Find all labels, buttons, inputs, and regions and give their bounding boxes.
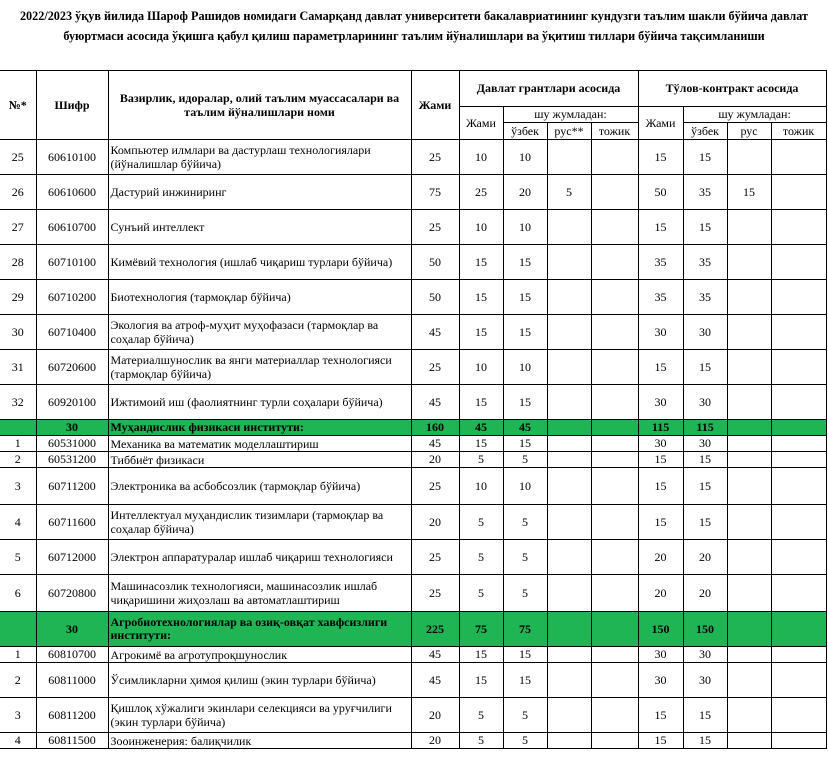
row-contract-tj bbox=[771, 575, 826, 612]
row-name: Сунъий интеллект bbox=[108, 210, 411, 245]
row-contract-ru bbox=[727, 315, 771, 350]
row-name: Агрокимё ва агротупроқшунослик bbox=[108, 647, 411, 663]
row-name: Материалшунослик ва янги материаллар технологияси (тармоқлар бўйича) bbox=[108, 350, 411, 385]
row-contract-tj bbox=[771, 210, 826, 245]
row-name: Механика ва математик моделлаштириш bbox=[108, 436, 411, 452]
row-grant-tj bbox=[591, 663, 638, 698]
row-grant-uz: 20 bbox=[503, 175, 547, 210]
row-code: 60712000 bbox=[36, 540, 108, 575]
row-code: 60610700 bbox=[36, 210, 108, 245]
row-grant-total: 5 bbox=[459, 575, 503, 612]
row-grant-total: 45 bbox=[459, 420, 503, 436]
row-contract-ru bbox=[727, 140, 771, 175]
row-contract-tj bbox=[771, 436, 826, 452]
row-code: 60610100 bbox=[36, 140, 108, 175]
row-contract-uz: 20 bbox=[683, 575, 727, 612]
row-grant-ru bbox=[547, 468, 591, 505]
row-grant-tj bbox=[591, 175, 638, 210]
row-total: 45 bbox=[411, 315, 459, 350]
row-grant-ru bbox=[547, 420, 591, 436]
row-grant-tj bbox=[591, 612, 638, 647]
row-grant-tj bbox=[591, 575, 638, 612]
row-name: Тиббиёт физикаси bbox=[108, 452, 411, 468]
row-contract-tj bbox=[771, 647, 826, 663]
row-grant-ru bbox=[547, 140, 591, 175]
row-contract-tj bbox=[771, 663, 826, 698]
row-grant-tj bbox=[591, 436, 638, 452]
row-contract-total: 35 bbox=[638, 280, 683, 315]
row-contract-uz: 35 bbox=[683, 280, 727, 315]
row-name: Зооинженерия: балиқчилик bbox=[108, 733, 411, 749]
row-grant-uz: 10 bbox=[503, 210, 547, 245]
row-contract-ru bbox=[727, 505, 771, 540]
table-row bbox=[0, 698, 826, 733]
row-grant-uz: 15 bbox=[503, 385, 547, 420]
table-row bbox=[0, 505, 826, 540]
row-contract-ru bbox=[727, 245, 771, 280]
row-contract-ru bbox=[727, 210, 771, 245]
row-grant-ru: 5 bbox=[547, 175, 591, 210]
row-grant-ru bbox=[547, 350, 591, 385]
row-contract-ru bbox=[727, 452, 771, 468]
table-row bbox=[0, 468, 826, 505]
row-contract-uz: 15 bbox=[683, 505, 727, 540]
row-contract-tj bbox=[771, 280, 826, 315]
row-num: 25 bbox=[0, 140, 36, 175]
row-contract-uz: 115 bbox=[683, 420, 727, 436]
row-contract-ru bbox=[727, 540, 771, 575]
row-contract-total: 15 bbox=[638, 468, 683, 505]
header-grant-uz: ўзбек bbox=[503, 123, 547, 140]
row-total: 20 bbox=[411, 452, 459, 468]
row-contract-uz: 30 bbox=[683, 385, 727, 420]
row-contract-total: 150 bbox=[638, 612, 683, 647]
row-total: 50 bbox=[411, 245, 459, 280]
row-total: 25 bbox=[411, 350, 459, 385]
row-code: 60811200 bbox=[36, 698, 108, 733]
header-code: Шифр bbox=[36, 71, 108, 140]
header-contract-tj: тожик bbox=[771, 123, 826, 140]
row-num: 3 bbox=[0, 698, 36, 733]
row-contract-ru bbox=[727, 612, 771, 647]
row-grant-ru bbox=[547, 540, 591, 575]
row-grant-uz: 10 bbox=[503, 350, 547, 385]
row-contract-tj bbox=[771, 385, 826, 420]
row-grant-uz: 45 bbox=[503, 420, 547, 436]
header-num: №* bbox=[0, 71, 36, 140]
row-contract-ru bbox=[727, 280, 771, 315]
row-total: 75 bbox=[411, 175, 459, 210]
row-grant-total: 75 bbox=[459, 612, 503, 647]
header-total: Жами bbox=[411, 71, 459, 140]
row-grant-ru bbox=[547, 385, 591, 420]
table-row bbox=[0, 140, 826, 175]
row-code: 60610600 bbox=[36, 175, 108, 210]
row-name: Компьютер илмлари ва дастурлаш технологиялари (йўналишлар бўйича) bbox=[108, 140, 411, 175]
table-row bbox=[0, 540, 826, 575]
row-grant-tj bbox=[591, 245, 638, 280]
row-contract-tj bbox=[771, 420, 826, 436]
row-grant-uz: 15 bbox=[503, 647, 547, 663]
row-grant-total: 15 bbox=[459, 663, 503, 698]
row-contract-ru bbox=[727, 647, 771, 663]
row-grant-uz: 5 bbox=[503, 575, 547, 612]
row-num: 27 bbox=[0, 210, 36, 245]
row-grant-ru bbox=[547, 452, 591, 468]
row-num: 2 bbox=[0, 663, 36, 698]
row-total: 50 bbox=[411, 280, 459, 315]
row-grant-uz: 5 bbox=[503, 698, 547, 733]
row-grant-ru bbox=[547, 280, 591, 315]
row-code: 60710400 bbox=[36, 315, 108, 350]
row-code: 60811000 bbox=[36, 663, 108, 698]
row-name: Ўсимликларни ҳимоя қилиш (экин турлари бўйича) bbox=[108, 663, 411, 698]
row-code: 30 bbox=[36, 420, 108, 436]
row-grant-total: 5 bbox=[459, 540, 503, 575]
group-row bbox=[0, 420, 826, 436]
row-contract-uz: 15 bbox=[683, 468, 727, 505]
row-grant-tj bbox=[591, 452, 638, 468]
row-contract-tj bbox=[771, 540, 826, 575]
row-contract-total: 30 bbox=[638, 647, 683, 663]
row-contract-tj bbox=[771, 612, 826, 647]
row-grant-total: 15 bbox=[459, 647, 503, 663]
table-row bbox=[0, 733, 826, 749]
row-name: Муҳандислик физикаси институти: bbox=[108, 420, 411, 436]
row-grant-total: 5 bbox=[459, 452, 503, 468]
row-name: Қишлоқ хўжалиги экинлари селекцияси ва уруғчилиги (экин турлари бўйича) bbox=[108, 698, 411, 733]
row-grant-ru bbox=[547, 575, 591, 612]
row-grant-uz: 15 bbox=[503, 280, 547, 315]
row-grant-ru bbox=[547, 698, 591, 733]
row-contract-tj bbox=[771, 698, 826, 733]
row-total: 45 bbox=[411, 647, 459, 663]
table-row bbox=[0, 175, 826, 210]
row-contract-total: 15 bbox=[638, 452, 683, 468]
row-grant-ru bbox=[547, 436, 591, 452]
header-name: Вазирлик, идоралар, олий таълим муассасалари ва таълим йўналишлари номи bbox=[108, 71, 411, 140]
row-contract-uz: 20 bbox=[683, 540, 727, 575]
row-grant-tj bbox=[591, 385, 638, 420]
row-contract-uz: 150 bbox=[683, 612, 727, 647]
row-grant-ru bbox=[547, 612, 591, 647]
header-grant-tj: тожик bbox=[591, 123, 638, 140]
table-row bbox=[0, 385, 826, 420]
title-line-2: буюртмаси асосида ўқишга қабул қилиш параметрларининг таълим йўналишлари ва ўқитиш тиллари бўйича тақсимланиши bbox=[63, 29, 765, 43]
row-contract-ru: 15 bbox=[727, 175, 771, 210]
admission-table bbox=[0, 70, 827, 749]
row-num: 1 bbox=[0, 647, 36, 663]
row-grant-tj bbox=[591, 698, 638, 733]
row-num: 32 bbox=[0, 385, 36, 420]
row-contract-total: 15 bbox=[638, 698, 683, 733]
row-total: 20 bbox=[411, 733, 459, 749]
title-line-1: 2022/2023 ўқув йилида Шароф Рашидов номидаги Самарқанд давлат университети бакалавриатининг кундузги таълим шакли бўйича давлат bbox=[19, 9, 809, 23]
row-name: Дастурий инжиниринг bbox=[108, 175, 411, 210]
header-contract: Тўлов-контракт асосида bbox=[638, 71, 826, 107]
table-row bbox=[0, 280, 826, 315]
row-contract-tj bbox=[771, 468, 826, 505]
row-grant-uz: 10 bbox=[503, 468, 547, 505]
header-grant-ru: рус** bbox=[547, 123, 591, 140]
row-grant-ru bbox=[547, 505, 591, 540]
row-grant-uz: 10 bbox=[503, 140, 547, 175]
row-num: 30 bbox=[0, 315, 36, 350]
group-row bbox=[0, 612, 826, 647]
row-num bbox=[0, 612, 36, 647]
row-grant-ru bbox=[547, 245, 591, 280]
row-contract-total: 115 bbox=[638, 420, 683, 436]
row-grant-uz: 5 bbox=[503, 733, 547, 749]
row-contract-tj bbox=[771, 733, 826, 749]
header-grant-total: Жами bbox=[459, 107, 503, 140]
row-total: 25 bbox=[411, 540, 459, 575]
row-contract-ru bbox=[727, 733, 771, 749]
row-contract-uz: 30 bbox=[683, 436, 727, 452]
row-grant-total: 25 bbox=[459, 175, 503, 210]
row-name: Биотехнология (тармоқлар бўйича) bbox=[108, 280, 411, 315]
row-grant-total: 15 bbox=[459, 436, 503, 452]
row-contract-uz: 30 bbox=[683, 315, 727, 350]
header-grant: Давлат грантлари асосида bbox=[459, 71, 638, 107]
row-total: 25 bbox=[411, 575, 459, 612]
row-total: 25 bbox=[411, 140, 459, 175]
row-grant-total: 10 bbox=[459, 350, 503, 385]
header-contract-including: шу жумладан: bbox=[683, 107, 826, 123]
row-grant-tj bbox=[591, 420, 638, 436]
row-code: 60531200 bbox=[36, 452, 108, 468]
row-grant-uz: 15 bbox=[503, 436, 547, 452]
row-contract-ru bbox=[727, 663, 771, 698]
table-row bbox=[0, 315, 826, 350]
row-grant-ru bbox=[547, 315, 591, 350]
row-contract-ru bbox=[727, 350, 771, 385]
row-contract-total: 50 bbox=[638, 175, 683, 210]
row-contract-ru bbox=[727, 575, 771, 612]
row-name: Интеллектуал муҳандислик тизимлари (тармоқлар ва соҳалар бўйича) bbox=[108, 505, 411, 540]
table-row bbox=[0, 452, 826, 468]
table-row bbox=[0, 647, 826, 663]
row-contract-total: 20 bbox=[638, 540, 683, 575]
row-grant-total: 10 bbox=[459, 210, 503, 245]
row-num: 5 bbox=[0, 540, 36, 575]
row-contract-total: 30 bbox=[638, 663, 683, 698]
row-num: 6 bbox=[0, 575, 36, 612]
row-code: 60710200 bbox=[36, 280, 108, 315]
row-grant-total: 15 bbox=[459, 315, 503, 350]
row-contract-tj bbox=[771, 175, 826, 210]
row-contract-total: 15 bbox=[638, 733, 683, 749]
row-code: 60811500 bbox=[36, 733, 108, 749]
row-contract-total: 30 bbox=[638, 385, 683, 420]
row-num: 4 bbox=[0, 733, 36, 749]
row-grant-total: 15 bbox=[459, 385, 503, 420]
row-grant-tj bbox=[591, 280, 638, 315]
row-contract-total: 30 bbox=[638, 315, 683, 350]
row-contract-uz: 30 bbox=[683, 663, 727, 698]
row-grant-ru bbox=[547, 663, 591, 698]
row-num: 2 bbox=[0, 452, 36, 468]
row-contract-tj bbox=[771, 140, 826, 175]
row-contract-ru bbox=[727, 436, 771, 452]
row-total: 25 bbox=[411, 468, 459, 505]
row-grant-uz: 5 bbox=[503, 505, 547, 540]
row-grant-tj bbox=[591, 210, 638, 245]
row-contract-uz: 15 bbox=[683, 733, 727, 749]
row-code: 60810700 bbox=[36, 647, 108, 663]
row-name: Агробиотехнологиялар ва озиқ-овқат хавфсизлиги институти: bbox=[108, 612, 411, 647]
row-grant-total: 10 bbox=[459, 140, 503, 175]
row-grant-total: 5 bbox=[459, 505, 503, 540]
row-contract-ru bbox=[727, 420, 771, 436]
row-contract-uz: 15 bbox=[683, 210, 727, 245]
row-code: 60711600 bbox=[36, 505, 108, 540]
row-grant-total: 5 bbox=[459, 733, 503, 749]
row-contract-total: 15 bbox=[638, 140, 683, 175]
row-grant-ru bbox=[547, 733, 591, 749]
row-grant-ru bbox=[547, 210, 591, 245]
row-total: 25 bbox=[411, 210, 459, 245]
row-grant-tj bbox=[591, 647, 638, 663]
row-code: 60920100 bbox=[36, 385, 108, 420]
row-num: 4 bbox=[0, 505, 36, 540]
row-grant-uz: 15 bbox=[503, 315, 547, 350]
row-total: 20 bbox=[411, 698, 459, 733]
row-contract-tj bbox=[771, 505, 826, 540]
row-grant-total: 15 bbox=[459, 280, 503, 315]
table-row bbox=[0, 436, 826, 452]
row-name: Машинасозлик технологияси, машинасозлик ишлаб чиқаришини жиҳозлаш ва автоматлаштириш bbox=[108, 575, 411, 612]
row-contract-uz: 15 bbox=[683, 140, 727, 175]
table-row bbox=[0, 350, 826, 385]
row-contract-ru bbox=[727, 698, 771, 733]
row-name: Электрон аппаратуралар ишлаб чиқариш технологияси bbox=[108, 540, 411, 575]
row-total: 45 bbox=[411, 436, 459, 452]
row-code: 60531000 bbox=[36, 436, 108, 452]
row-contract-ru bbox=[727, 468, 771, 505]
row-grant-total: 5 bbox=[459, 698, 503, 733]
row-contract-total: 15 bbox=[638, 505, 683, 540]
row-contract-tj bbox=[771, 315, 826, 350]
table-row bbox=[0, 663, 826, 698]
row-contract-tj bbox=[771, 245, 826, 280]
row-grant-tj bbox=[591, 733, 638, 749]
row-total: 20 bbox=[411, 505, 459, 540]
row-num: 28 bbox=[0, 245, 36, 280]
row-name: Электроника ва асбобсозлик (тармоқлар бўйича) bbox=[108, 468, 411, 505]
row-contract-uz: 15 bbox=[683, 350, 727, 385]
row-num: 29 bbox=[0, 280, 36, 315]
row-code: 60720600 bbox=[36, 350, 108, 385]
row-grant-tj bbox=[591, 540, 638, 575]
row-grant-total: 15 bbox=[459, 245, 503, 280]
row-grant-uz: 5 bbox=[503, 452, 547, 468]
row-grant-uz: 15 bbox=[503, 245, 547, 280]
row-contract-total: 20 bbox=[638, 575, 683, 612]
table-row bbox=[0, 575, 826, 612]
row-grant-tj bbox=[591, 505, 638, 540]
row-num: 3 bbox=[0, 468, 36, 505]
row-grant-ru bbox=[547, 647, 591, 663]
row-grant-tj bbox=[591, 350, 638, 385]
row-grant-uz: 5 bbox=[503, 540, 547, 575]
row-contract-uz: 15 bbox=[683, 452, 727, 468]
row-total: 45 bbox=[411, 663, 459, 698]
row-contract-total: 15 bbox=[638, 350, 683, 385]
row-contract-ru bbox=[727, 385, 771, 420]
row-code: 60710100 bbox=[36, 245, 108, 280]
row-total: 45 bbox=[411, 385, 459, 420]
row-code: 60711200 bbox=[36, 468, 108, 505]
row-name: Ижтимоий иш (фаолиятнинг турли соҳалари бўйича) bbox=[108, 385, 411, 420]
row-name: Экология ва атроф-муҳит муҳофазаси (тармоқлар ва соҳалар бўйича) bbox=[108, 315, 411, 350]
row-contract-uz: 35 bbox=[683, 175, 727, 210]
row-contract-tj bbox=[771, 350, 826, 385]
row-contract-uz: 30 bbox=[683, 647, 727, 663]
row-contract-total: 35 bbox=[638, 245, 683, 280]
row-grant-tj bbox=[591, 468, 638, 505]
row-contract-uz: 15 bbox=[683, 698, 727, 733]
row-num bbox=[0, 420, 36, 436]
row-code: 30 bbox=[36, 612, 108, 647]
header-contract-uz: ўзбек bbox=[683, 123, 727, 140]
header-row-1 bbox=[0, 71, 826, 107]
row-num: 1 bbox=[0, 436, 36, 452]
row-num: 31 bbox=[0, 350, 36, 385]
row-grant-uz: 75 bbox=[503, 612, 547, 647]
row-contract-total: 15 bbox=[638, 210, 683, 245]
row-total: 225 bbox=[411, 612, 459, 647]
document-title bbox=[0, 6, 828, 46]
row-grant-total: 10 bbox=[459, 468, 503, 505]
row-name: Кимёвий технология (ишлаб чиқариш турлари бўйича) bbox=[108, 245, 411, 280]
row-contract-tj bbox=[771, 452, 826, 468]
header-grant-including: шу жумладан: bbox=[503, 107, 638, 123]
row-grant-tj bbox=[591, 140, 638, 175]
row-num: 26 bbox=[0, 175, 36, 210]
row-total: 160 bbox=[411, 420, 459, 436]
header-contract-total: Жами bbox=[638, 107, 683, 140]
row-contract-uz: 35 bbox=[683, 245, 727, 280]
row-grant-uz: 15 bbox=[503, 663, 547, 698]
row-contract-total: 30 bbox=[638, 436, 683, 452]
table-row bbox=[0, 245, 826, 280]
row-grant-tj bbox=[591, 315, 638, 350]
header-contract-ru: рус bbox=[727, 123, 771, 140]
table-row bbox=[0, 210, 826, 245]
row-code: 60720800 bbox=[36, 575, 108, 612]
